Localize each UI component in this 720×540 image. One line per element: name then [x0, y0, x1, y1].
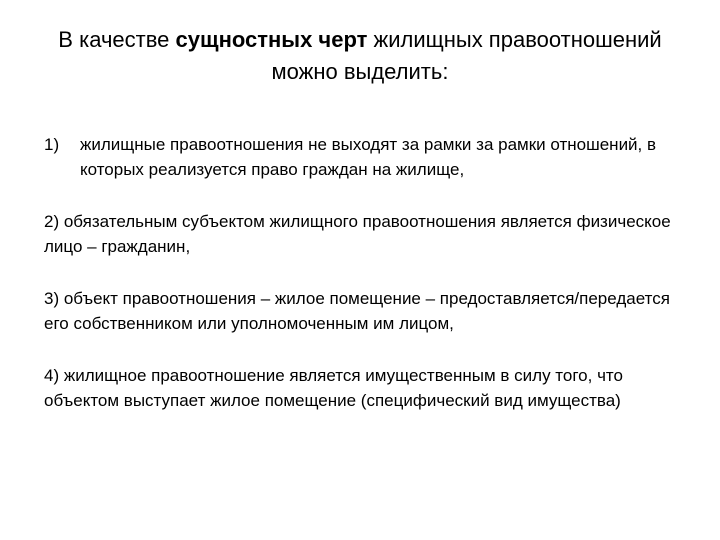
list-item-2: 2) обязательным субъектом жилищного правоотношения является физическое лицо – гражданин,: [44, 212, 671, 256]
slide-title: [40, 24, 680, 88]
list-item-3: 3) объект правоотношения – жилое помещение – предоставляется/передается его собственником или уполномоченным им лицом,: [44, 289, 670, 333]
title-part-2: жилищных правоотношений можно выделить:: [271, 27, 662, 84]
title-part-1: В качестве: [58, 27, 170, 52]
title-bold-term: сущностных черт: [175, 27, 368, 52]
list-item-4: 4) жилищное правоотношение является имущественным в силу того, что объектом выступает жилое помещение (специфический вид имущества): [44, 366, 623, 410]
slide-body: [44, 132, 684, 440]
list-item-1: [44, 132, 684, 182]
list-item-text: жилищные правоотношения не выходят за рамки за рамки отношений, в которых реализуется право граждан на жилище,: [80, 135, 657, 179]
list-item-number: 1): [44, 135, 60, 154]
